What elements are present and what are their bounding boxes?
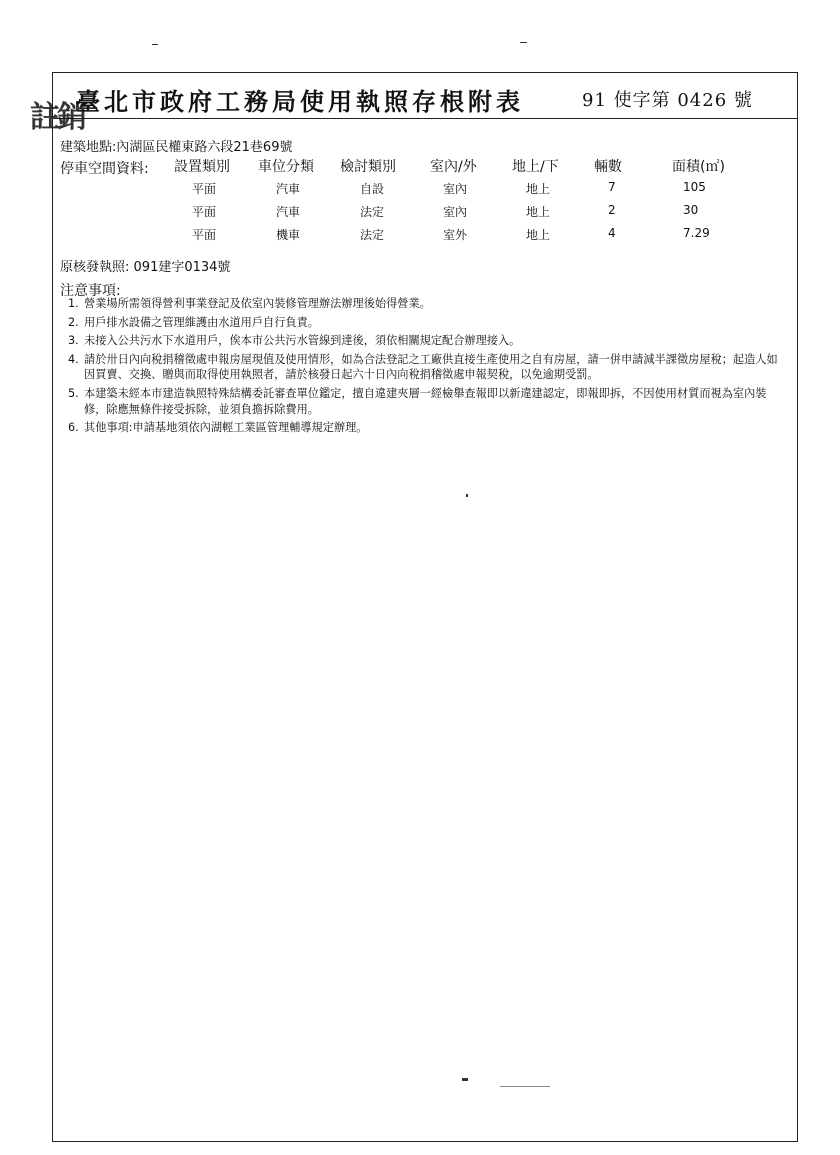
table-header-cell: 室內/外 bbox=[430, 159, 477, 175]
table-header-cell: 車位分類 bbox=[258, 159, 314, 175]
table-header-cell: 設置類別 bbox=[174, 159, 230, 175]
table-cell: 30 bbox=[683, 203, 699, 217]
table-cell: 105 bbox=[683, 180, 706, 194]
table-cell: 汽車 bbox=[276, 205, 301, 219]
list-item bbox=[68, 315, 784, 331]
building-address bbox=[60, 136, 292, 155]
building-address-value: 內湖區民權東路六段21巷69號 bbox=[116, 140, 293, 155]
note-text: 本建築未經本市建造執照特殊結構委託審查單位鑑定，擅自違建夾層一經檢舉查報即以新違建認定，即報即拆，不因使用材質而視為室內裝修，除應無條件接受拆除，並須負擔拆除費用。 bbox=[84, 386, 767, 416]
table-header-cell: 輛數 bbox=[594, 159, 622, 175]
note-number: 2. bbox=[68, 315, 79, 329]
note-number: 5. bbox=[68, 386, 79, 400]
table-cell: 室內 bbox=[443, 182, 468, 196]
table-cell: 平面 bbox=[192, 205, 217, 219]
building-address-label: 建築地點: bbox=[60, 140, 117, 155]
list-item bbox=[68, 333, 784, 349]
cancellation-stamp: 註銷 bbox=[30, 100, 84, 135]
parking-data-label: 停車空間資料: bbox=[60, 161, 149, 177]
table-header-cell: 檢討類別 bbox=[340, 159, 396, 175]
table-cell: 室外 bbox=[443, 228, 468, 242]
table-cell: 7.29 bbox=[683, 226, 710, 240]
table-cell: 室內 bbox=[443, 205, 468, 219]
table-cell: 法定 bbox=[360, 228, 385, 242]
table-cell: 7 bbox=[608, 180, 616, 194]
original-permit-value: 091建字0134號 bbox=[133, 260, 231, 275]
page-title: 臺北市政府工務局使用執照存根附表 bbox=[76, 87, 524, 116]
list-item bbox=[68, 420, 784, 436]
header-divider bbox=[52, 118, 798, 119]
table-cell: 機車 bbox=[276, 228, 301, 242]
note-text: 營業場所需領得營利事業登記及依室內裝修管理辦法辦理後始得營業。 bbox=[84, 297, 431, 310]
table-cell: 平面 bbox=[192, 182, 217, 196]
table-cell: 地上 bbox=[526, 182, 551, 196]
note-text: 其他事項:申請基地須依內湖輕工業區管理輔導規定辦理。 bbox=[84, 421, 368, 435]
note-text: 請於卅日內向稅捐稽徵處申報房屋現值及使用情形，如為合法登記之工廠供直接生產使用之自有房屋，請一併申請減半課徵房屋稅；起造人如因買賣、交換、贈與而取得使用執照者，請於核發日起六十日內向稅捐稽徵處申報契稅，以免逾期受罰。 bbox=[84, 352, 778, 382]
list-item bbox=[68, 352, 784, 383]
note-number: 4. bbox=[68, 352, 79, 366]
note-number: 3. bbox=[68, 334, 79, 348]
original-permit bbox=[60, 256, 230, 275]
table-cell: 地上 bbox=[526, 228, 551, 242]
list-item bbox=[68, 296, 784, 312]
notes-title: 注意事項: bbox=[60, 283, 121, 299]
original-permit-label: 原核發執照: bbox=[60, 260, 130, 275]
note-number: 1. bbox=[68, 297, 79, 310]
list-item bbox=[68, 386, 784, 417]
scan-speck bbox=[520, 42, 527, 43]
permit-number: 91 使字第 0426 號 bbox=[582, 90, 753, 111]
table-cell: 地上 bbox=[526, 205, 551, 219]
table-header-cell: 面積(㎡) bbox=[672, 159, 725, 175]
scan-speck bbox=[152, 44, 158, 45]
note-number: 6. bbox=[68, 421, 79, 435]
table-cell: 平面 bbox=[192, 228, 217, 242]
table-cell: 自設 bbox=[360, 182, 385, 196]
scan-speck bbox=[462, 1078, 468, 1081]
scan-speck bbox=[466, 494, 468, 497]
table-header-cell: 地上/下 bbox=[512, 159, 559, 175]
scan-speck bbox=[500, 1086, 550, 1087]
table-cell: 汽車 bbox=[276, 182, 301, 196]
table-cell: 法定 bbox=[360, 205, 385, 219]
notes-list bbox=[68, 296, 784, 439]
table-cell: 4 bbox=[608, 226, 616, 240]
table-cell: 2 bbox=[608, 203, 616, 217]
note-text: 用戶排水設備之管理維護由水道用戶自行負責。 bbox=[84, 315, 319, 329]
note-text: 未接入公共污水下水道用戶，俟本市公共污水管線到達後，須依相關規定配合辦理接入。 bbox=[84, 334, 521, 348]
